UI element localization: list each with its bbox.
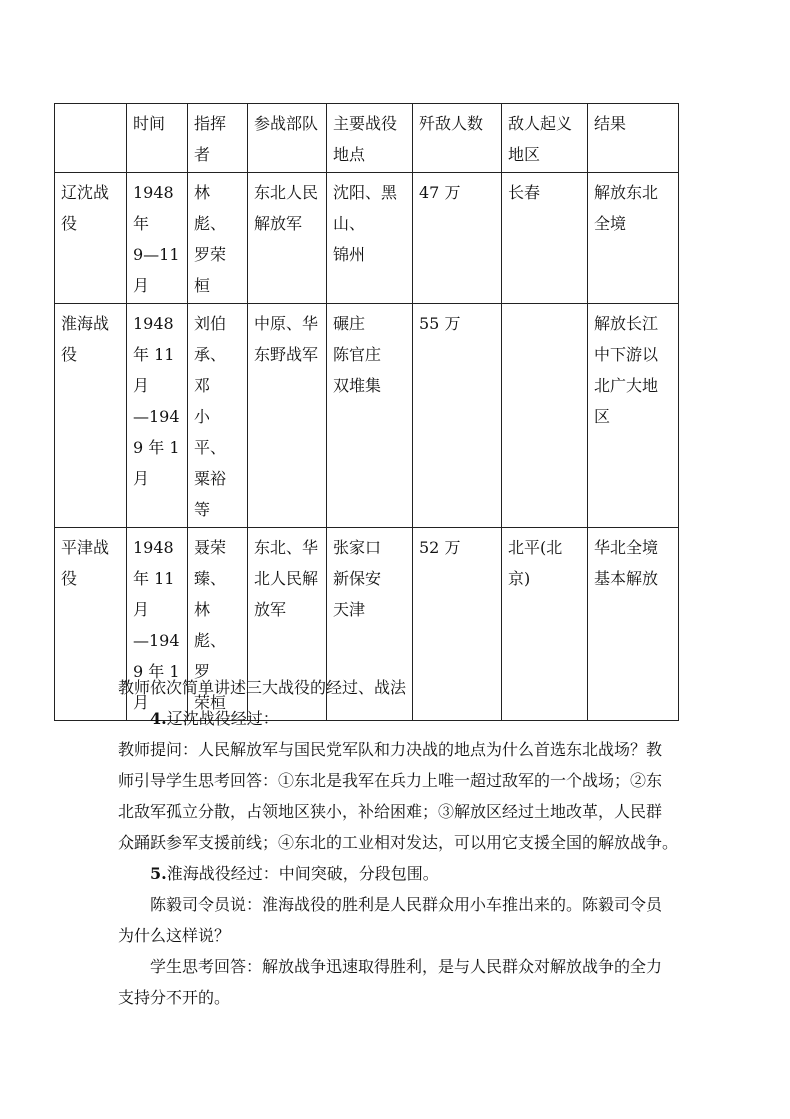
heading-text: 淮海战役经过：中间突破，分段包围。: [166, 864, 439, 883]
table-cell: 1948 年 11 月 —194 9 年 1 月: [127, 528, 188, 721]
table-cell: 林彪、 罗荣 桓: [188, 173, 248, 304]
paragraph-line: 学生思考回答：解放战争迅速取得胜利，是与人民群众对解放战争的全力: [150, 957, 663, 976]
table-cell: 解放长江 中下游以 北广大地 区: [588, 304, 679, 528]
paragraph-line: 陈毅司令员说：淮海战役的胜利是人民群众用小车推出来的。陈毅司令员: [150, 895, 663, 914]
table-cell: 解放东北 全境: [588, 173, 679, 304]
table-cell: 平津战 役: [55, 528, 127, 721]
heading-text: 辽沈战役经过：: [166, 709, 279, 728]
header-cell: 指挥 者: [188, 104, 248, 173]
table-cell: 辽沈战 役: [55, 173, 127, 304]
battles-table: [54, 103, 679, 721]
table-cell: 刘伯 承、邓 小平、 粟裕 等: [188, 304, 248, 528]
table-header-row: [55, 104, 679, 173]
table-row: [55, 304, 679, 528]
table-row: [55, 173, 679, 304]
header-cell: 时间: [127, 104, 188, 173]
heading-number: 5.: [150, 864, 167, 883]
table-cell: 52 万: [413, 528, 502, 721]
header-cell: 主要战役 地点: [327, 104, 413, 173]
table-cell: 北平(北京): [502, 528, 588, 721]
table-cell: 东北人民 解放军: [248, 173, 327, 304]
paragraph-line: 北敌军孤立分散，占领地区狭小，补给困难；③解放区经过土地改革，人民群: [118, 802, 663, 821]
table-cell: 长春: [502, 173, 588, 304]
header-cell: 敌人起义 地区: [502, 104, 588, 173]
table-cell: 沈阳、黑山、 锦州: [327, 173, 413, 304]
heading-huaihai: [150, 858, 439, 889]
header-cell: 歼敌人数: [413, 104, 502, 173]
table-cell: 47 万: [413, 173, 502, 304]
paragraph-line: 为什么这样说？: [118, 926, 231, 945]
table-cell: 55 万: [413, 304, 502, 528]
table-cell: 淮海战 役: [55, 304, 127, 528]
table-cell: 碾庄 陈官庄 双堆集: [327, 304, 413, 528]
table-cell: 聂荣 臻、林 彪、罗 荣桓: [188, 528, 248, 721]
paragraph-line: 师引导学生思考回答：①东北是我军在兵力上唯一超过敌军的一个战场；②东: [118, 771, 663, 790]
table-cell: 中原、华 东野战军: [248, 304, 327, 528]
heading-number: 4.: [150, 709, 167, 728]
table-cell: 华北全境 基本解放: [588, 528, 679, 721]
paragraph-line: 众踊跃参军支援前线；④东北的工业相对发达，可以用它支援全国的解放战争。: [118, 833, 679, 852]
heading-liaoshen: [150, 703, 279, 734]
header-cell: 结果: [588, 104, 679, 173]
table-cell: [502, 304, 588, 528]
paragraph-intro: 教师依次简单讲述三大战役的经过、战法: [118, 678, 407, 697]
table-cell: 东北、华 北人民解 放军: [248, 528, 327, 721]
header-cell: [55, 104, 127, 173]
table-cell: 1948 年 11 月 —194 9 年 1 月: [127, 304, 188, 528]
paragraph-line: 支持分不开的。: [118, 988, 231, 1007]
header-cell: 参战部队: [248, 104, 327, 173]
table-cell: 张家口 新保安 天津: [327, 528, 413, 721]
paragraph-line: 教师提问：人民解放军与国民党军队和力决战的地点为什么首选东北战场？教: [118, 740, 663, 759]
table-cell: 1948 年 9—11 月: [127, 173, 188, 304]
